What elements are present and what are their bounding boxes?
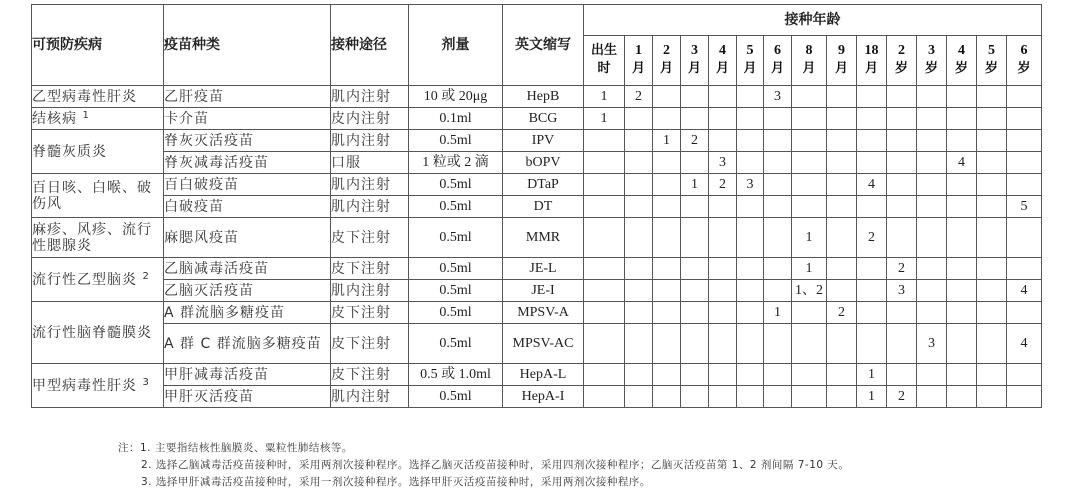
dose-number-cell: [857, 258, 887, 280]
dose-number-cell: [917, 386, 947, 408]
header-age-6: 6 月: [764, 36, 792, 86]
table-row: [32, 364, 1042, 386]
dose-number-cell: [917, 258, 947, 280]
dose-number-cell: [917, 108, 947, 130]
disease-cell: 乙型病毒性肝炎: [32, 86, 164, 108]
dose-number-cell: [764, 218, 792, 258]
dose-number-cell: [887, 196, 917, 218]
disease-cell: 甲型病毒性肝炎 $^3$: [32, 364, 164, 408]
dose-number-cell: 2: [709, 174, 737, 196]
table-row: [32, 196, 1042, 218]
dose-number-cell: [887, 130, 917, 152]
dose-number-cell: [737, 152, 764, 174]
dose-number-cell: [827, 280, 857, 302]
dose-number-cell: [764, 152, 792, 174]
dose-number-cell: [653, 302, 681, 324]
dose-number-cell: [653, 108, 681, 130]
footnote-ref: 1: [82, 109, 90, 121]
abbr-cell: JE-L: [503, 258, 584, 280]
dose-number-cell: [681, 386, 709, 408]
dose-number-cell: [917, 130, 947, 152]
table-row: [32, 108, 1042, 130]
dose-number-cell: [977, 86, 1007, 108]
dose-number-cell: [709, 280, 737, 302]
vaccine-cell: 卡介苗: [164, 108, 331, 130]
dose-number-cell: 3: [917, 324, 947, 364]
route-cell: 皮内注射: [331, 108, 409, 130]
header-age-8: 9 月: [827, 36, 857, 86]
dose-number-cell: [653, 258, 681, 280]
header-age-7: 8 月: [792, 36, 827, 86]
dose-cell: 0.5ml: [409, 280, 503, 302]
dose-number-cell: [887, 364, 917, 386]
route-cell: 肌内注射: [331, 386, 409, 408]
dose-number-cell: [827, 108, 857, 130]
dose-number-cell: 1: [792, 218, 827, 258]
dose-number-cell: [857, 302, 887, 324]
dose-number-cell: [709, 130, 737, 152]
abbr-cell: HepB: [503, 86, 584, 108]
dose-number-cell: 3: [737, 174, 764, 196]
header-age-10: 2 岁: [887, 36, 917, 86]
table-row: [32, 130, 1042, 152]
dose-number-cell: [584, 386, 625, 408]
dose-number-cell: [977, 196, 1007, 218]
dose-number-cell: 1: [584, 108, 625, 130]
dose-number-cell: [887, 108, 917, 130]
dose-number-cell: [947, 324, 977, 364]
dose-number-cell: [653, 324, 681, 364]
table-row: [32, 302, 1042, 324]
dose-number-cell: 2: [857, 218, 887, 258]
dose-number-cell: 2: [887, 386, 917, 408]
dose-number-cell: 3: [709, 152, 737, 174]
header-disease: 可预防疾病: [32, 5, 164, 86]
dose-number-cell: [764, 386, 792, 408]
dose-number-cell: [977, 302, 1007, 324]
dose-number-cell: 4: [947, 152, 977, 174]
dose-number-cell: [857, 108, 887, 130]
dose-number-cell: [792, 196, 827, 218]
dose-number-cell: [857, 86, 887, 108]
dose-number-cell: [653, 174, 681, 196]
dose-number-cell: [1007, 218, 1042, 258]
dose-number-cell: [584, 196, 625, 218]
dose-number-cell: [584, 218, 625, 258]
dose-number-cell: [792, 108, 827, 130]
dose-number-cell: [977, 364, 1007, 386]
dose-number-cell: [887, 324, 917, 364]
dose-number-cell: [917, 174, 947, 196]
route-cell: 肌内注射: [331, 130, 409, 152]
dose-number-cell: [792, 152, 827, 174]
dose-number-cell: [1007, 302, 1042, 324]
dose-number-cell: [764, 324, 792, 364]
dose-number-cell: [709, 108, 737, 130]
header-age-2: 2 月: [653, 36, 681, 86]
dose-number-cell: [887, 174, 917, 196]
dose-number-cell: [737, 302, 764, 324]
dose-number-cell: [977, 280, 1007, 302]
dose-number-cell: [737, 280, 764, 302]
route-cell: 皮下注射: [331, 302, 409, 324]
disease-cell: 流行性脑脊髓膜炎: [32, 302, 164, 364]
dose-number-cell: [653, 152, 681, 174]
dose-number-cell: [1007, 174, 1042, 196]
abbr-cell: DT: [503, 196, 584, 218]
dose-number-cell: 4: [857, 174, 887, 196]
dose-number-cell: [681, 364, 709, 386]
dose-number-cell: [947, 108, 977, 130]
dose-number-cell: [827, 196, 857, 218]
disease-cell: 百日咳、白喉、破伤风: [32, 174, 164, 218]
dose-number-cell: [917, 152, 947, 174]
abbr-cell: MPSV-AC: [503, 324, 584, 364]
route-cell: 肌内注射: [331, 196, 409, 218]
header-age-9: 18 月: [857, 36, 887, 86]
dose-number-cell: [653, 218, 681, 258]
dose-number-cell: [977, 258, 1007, 280]
dose-number-cell: [857, 130, 887, 152]
header-abbr: 英文缩写: [503, 5, 584, 86]
vaccine-cell: A 群 C 群流脑多糖疫苗: [164, 324, 331, 364]
dose-number-cell: [857, 324, 887, 364]
dose-number-cell: [887, 86, 917, 108]
dose-number-cell: [681, 302, 709, 324]
dose-number-cell: [947, 174, 977, 196]
dose-number-cell: [584, 152, 625, 174]
dose-number-cell: [1007, 108, 1042, 130]
dose-number-cell: [681, 280, 709, 302]
dose-number-cell: [584, 302, 625, 324]
dose-number-cell: [917, 86, 947, 108]
dose-number-cell: [653, 280, 681, 302]
dose-number-cell: [917, 218, 947, 258]
table-row: [32, 386, 1042, 408]
dose-number-cell: [947, 218, 977, 258]
table-row: [32, 280, 1042, 302]
dose-number-cell: [737, 196, 764, 218]
dose-number-cell: [681, 218, 709, 258]
vaccine-cell: 甲肝灭活疫苗: [164, 386, 331, 408]
route-cell: 皮下注射: [331, 258, 409, 280]
dose-number-cell: [977, 152, 1007, 174]
dose-number-cell: [857, 196, 887, 218]
dose-cell: 0.5ml: [409, 174, 503, 196]
dose-number-cell: 3: [764, 86, 792, 108]
disease-cell: 麻疹、风疹、流行性腮腺炎: [32, 218, 164, 258]
dose-number-cell: 1: [792, 258, 827, 280]
dose-number-cell: [709, 364, 737, 386]
vaccine-cell: 白破疫苗: [164, 196, 331, 218]
dose-number-cell: [584, 324, 625, 364]
vaccine-cell: 乙脑灭活疫苗: [164, 280, 331, 302]
table-row: [32, 258, 1042, 280]
dose-number-cell: [947, 280, 977, 302]
dose-number-cell: [887, 302, 917, 324]
dose-number-cell: [917, 302, 947, 324]
dose-number-cell: [709, 386, 737, 408]
dose-number-cell: [625, 302, 653, 324]
dose-number-cell: [977, 386, 1007, 408]
dose-number-cell: [764, 108, 792, 130]
dose-number-cell: [792, 130, 827, 152]
dose-number-cell: [625, 130, 653, 152]
dose-number-cell: [737, 386, 764, 408]
dose-number-cell: 2: [887, 258, 917, 280]
dose-number-cell: [737, 86, 764, 108]
dose-cell: 1 粒或 2 滴: [409, 152, 503, 174]
header-age-3: 3 月: [681, 36, 709, 86]
table-row: [32, 218, 1042, 258]
dose-number-cell: 1: [681, 174, 709, 196]
route-cell: 皮下注射: [331, 364, 409, 386]
dose-number-cell: [887, 218, 917, 258]
dose-number-cell: [625, 152, 653, 174]
header-age-13: 5 岁: [977, 36, 1007, 86]
dose-number-cell: [1007, 152, 1042, 174]
dose-number-cell: [625, 196, 653, 218]
dose-number-cell: [584, 174, 625, 196]
header-age-1: 1 月: [625, 36, 653, 86]
dose-number-cell: [947, 258, 977, 280]
vaccine-cell: 麻腮风疫苗: [164, 218, 331, 258]
route-cell: 肌内注射: [331, 86, 409, 108]
header-age-group: 接种年龄: [584, 5, 1042, 36]
dose-number-cell: [827, 130, 857, 152]
vaccine-cell: 乙脑减毒活疫苗: [164, 258, 331, 280]
dose-number-cell: [947, 302, 977, 324]
footnotes: [118, 440, 849, 491]
disease-cell: 脊髓灰质炎: [32, 130, 164, 174]
dose-number-cell: [977, 108, 1007, 130]
vaccine-cell: 甲肝减毒活疫苗: [164, 364, 331, 386]
header-age-0: 出生 时: [584, 36, 625, 86]
dose-number-cell: [709, 324, 737, 364]
dose-number-cell: [584, 364, 625, 386]
dose-number-cell: [977, 174, 1007, 196]
dose-cell: 0.5ml: [409, 386, 503, 408]
dose-number-cell: 1、2: [792, 280, 827, 302]
dose-number-cell: [737, 108, 764, 130]
dose-number-cell: 4: [1007, 324, 1042, 364]
table-row: [32, 174, 1042, 196]
dose-number-cell: [947, 86, 977, 108]
route-cell: 皮下注射: [331, 218, 409, 258]
dose-number-cell: [681, 86, 709, 108]
dose-number-cell: 2: [625, 86, 653, 108]
dose-number-cell: [625, 218, 653, 258]
dose-number-cell: [827, 86, 857, 108]
abbr-cell: HepA-I: [503, 386, 584, 408]
dose-cell: 0.5ml: [409, 196, 503, 218]
dose-number-cell: [792, 364, 827, 386]
dose-number-cell: [681, 324, 709, 364]
dose-number-cell: [947, 386, 977, 408]
dose-number-cell: [625, 386, 653, 408]
footnote-2: 2. 选择乙脑减毒活疫苗接种时，采用两剂次接种程序。选择乙脑灭活疫苗接种时，采用四剂次接种程序；乙脑灭活疫苗第 1、2 剂间隔 7-10 天。: [141, 459, 850, 471]
dose-number-cell: [827, 174, 857, 196]
dose-cell: 0.5ml: [409, 324, 503, 364]
dose-number-cell: 2: [827, 302, 857, 324]
dose-number-cell: [917, 196, 947, 218]
dose-number-cell: [584, 280, 625, 302]
dose-number-cell: [917, 364, 947, 386]
dose-number-cell: [977, 324, 1007, 364]
dose-number-cell: [827, 152, 857, 174]
dose-cell: 0.5ml: [409, 218, 503, 258]
dose-number-cell: [737, 130, 764, 152]
dose-number-cell: [792, 86, 827, 108]
dose-number-cell: [681, 108, 709, 130]
dose-number-cell: [977, 218, 1007, 258]
abbr-cell: HepA-L: [503, 364, 584, 386]
abbr-cell: MMR: [503, 218, 584, 258]
header-age-14: 6 岁: [1007, 36, 1042, 86]
abbr-cell: JE-I: [503, 280, 584, 302]
dose-number-cell: [653, 196, 681, 218]
table-row: [32, 86, 1042, 108]
dose-cell: 0.5ml: [409, 130, 503, 152]
dose-number-cell: [625, 324, 653, 364]
vaccine-cell: A 群流脑多糖疫苗: [164, 302, 331, 324]
header-vaccine: 疫苗种类: [164, 5, 331, 86]
dose-number-cell: [737, 324, 764, 364]
dose-number-cell: [827, 364, 857, 386]
dose-number-cell: 1: [857, 364, 887, 386]
dose-number-cell: [625, 364, 653, 386]
dose-number-cell: [947, 130, 977, 152]
dose-number-cell: [1007, 86, 1042, 108]
dose-number-cell: [653, 386, 681, 408]
dose-number-cell: [737, 258, 764, 280]
dose-number-cell: [827, 258, 857, 280]
dose-number-cell: [709, 196, 737, 218]
dose-number-cell: 1: [764, 302, 792, 324]
vaccine-cell: 脊灰减毒活疫苗: [164, 152, 331, 174]
vaccine-cell: 乙肝疫苗: [164, 86, 331, 108]
dose-number-cell: 1: [653, 130, 681, 152]
route-cell: 肌内注射: [331, 174, 409, 196]
dose-number-cell: [709, 86, 737, 108]
vaccine-cell: 百白破疫苗: [164, 174, 331, 196]
abbr-cell: BCG: [503, 108, 584, 130]
dose-number-cell: [681, 258, 709, 280]
dose-number-cell: [827, 324, 857, 364]
table-row: [32, 324, 1042, 364]
dose-number-cell: [792, 324, 827, 364]
route-cell: 肌内注射: [331, 280, 409, 302]
dose-number-cell: [709, 258, 737, 280]
dose-number-cell: 5: [1007, 196, 1042, 218]
dose-number-cell: [584, 258, 625, 280]
vaccine-cell: 脊灰灭活疫苗: [164, 130, 331, 152]
dose-number-cell: [764, 280, 792, 302]
dose-number-cell: 2: [681, 130, 709, 152]
dose-cell: 0.1ml: [409, 108, 503, 130]
abbr-cell: bOPV: [503, 152, 584, 174]
route-cell: 皮下注射: [331, 324, 409, 364]
dose-number-cell: [764, 196, 792, 218]
dose-number-cell: [625, 280, 653, 302]
header-age-12: 4 岁: [947, 36, 977, 86]
abbr-cell: IPV: [503, 130, 584, 152]
dose-number-cell: [977, 130, 1007, 152]
disease-cell: 流行性乙型脑炎 $^2$: [32, 258, 164, 302]
footnote-1: 注：1. 主要指结核性脑膜炎、粟粒性肺结核等。: [118, 442, 353, 454]
table-row: [32, 152, 1042, 174]
dose-number-cell: [653, 86, 681, 108]
dose-number-cell: [584, 130, 625, 152]
abbr-cell: DTaP: [503, 174, 584, 196]
header-age-4: 4 月: [709, 36, 737, 86]
dose-cell: 10 或 20μg: [409, 86, 503, 108]
dose-number-cell: [764, 364, 792, 386]
dose-number-cell: [792, 302, 827, 324]
dose-number-cell: [737, 364, 764, 386]
dose-number-cell: [1007, 364, 1042, 386]
dose-number-cell: [1007, 258, 1042, 280]
dose-number-cell: [709, 302, 737, 324]
header-dose: 剂量: [409, 5, 503, 86]
dose-number-cell: [792, 174, 827, 196]
dose-number-cell: [827, 386, 857, 408]
dose-number-cell: [625, 108, 653, 130]
dose-cell: 0.5ml: [409, 302, 503, 324]
footnote-ref: 3: [142, 376, 150, 388]
dose-number-cell: 1: [584, 86, 625, 108]
header-age-11: 3 岁: [917, 36, 947, 86]
dose-cell: 0.5ml: [409, 258, 503, 280]
dose-number-cell: 4: [1007, 280, 1042, 302]
dose-number-cell: [625, 258, 653, 280]
dose-number-cell: [681, 152, 709, 174]
dose-number-cell: [1007, 130, 1042, 152]
header-age-5: 5 月: [737, 36, 764, 86]
route-cell: 口服: [331, 152, 409, 174]
dose-number-cell: 3: [887, 280, 917, 302]
immunization-schedule-table: [31, 4, 1042, 408]
dose-number-cell: [827, 218, 857, 258]
footnote-ref: 2: [142, 270, 150, 282]
dose-number-cell: [1007, 386, 1042, 408]
dose-number-cell: [857, 280, 887, 302]
footnote-prefix: 注：: [118, 442, 140, 454]
footnote-3: 3. 选择甲肝减毒活疫苗接种时，采用一剂次接种程序。选择甲肝灭活疫苗接种时，采用两剂次接种程序。: [141, 476, 651, 488]
dose-number-cell: [764, 258, 792, 280]
dose-number-cell: [887, 152, 917, 174]
dose-cell: 0.5 或 1.0ml: [409, 364, 503, 386]
dose-number-cell: [653, 364, 681, 386]
dose-number-cell: [792, 386, 827, 408]
dose-number-cell: [764, 130, 792, 152]
dose-number-cell: [764, 174, 792, 196]
header-route: 接种途径: [331, 5, 409, 86]
dose-number-cell: [947, 364, 977, 386]
dose-number-cell: 1: [857, 386, 887, 408]
dose-number-cell: [681, 196, 709, 218]
dose-number-cell: [857, 152, 887, 174]
disease-cell: 结核病 $^1$: [32, 108, 164, 130]
abbr-cell: MPSV-A: [503, 302, 584, 324]
dose-number-cell: [625, 174, 653, 196]
dose-number-cell: [709, 218, 737, 258]
dose-number-cell: [947, 196, 977, 218]
dose-number-cell: [917, 280, 947, 302]
dose-number-cell: [737, 218, 764, 258]
